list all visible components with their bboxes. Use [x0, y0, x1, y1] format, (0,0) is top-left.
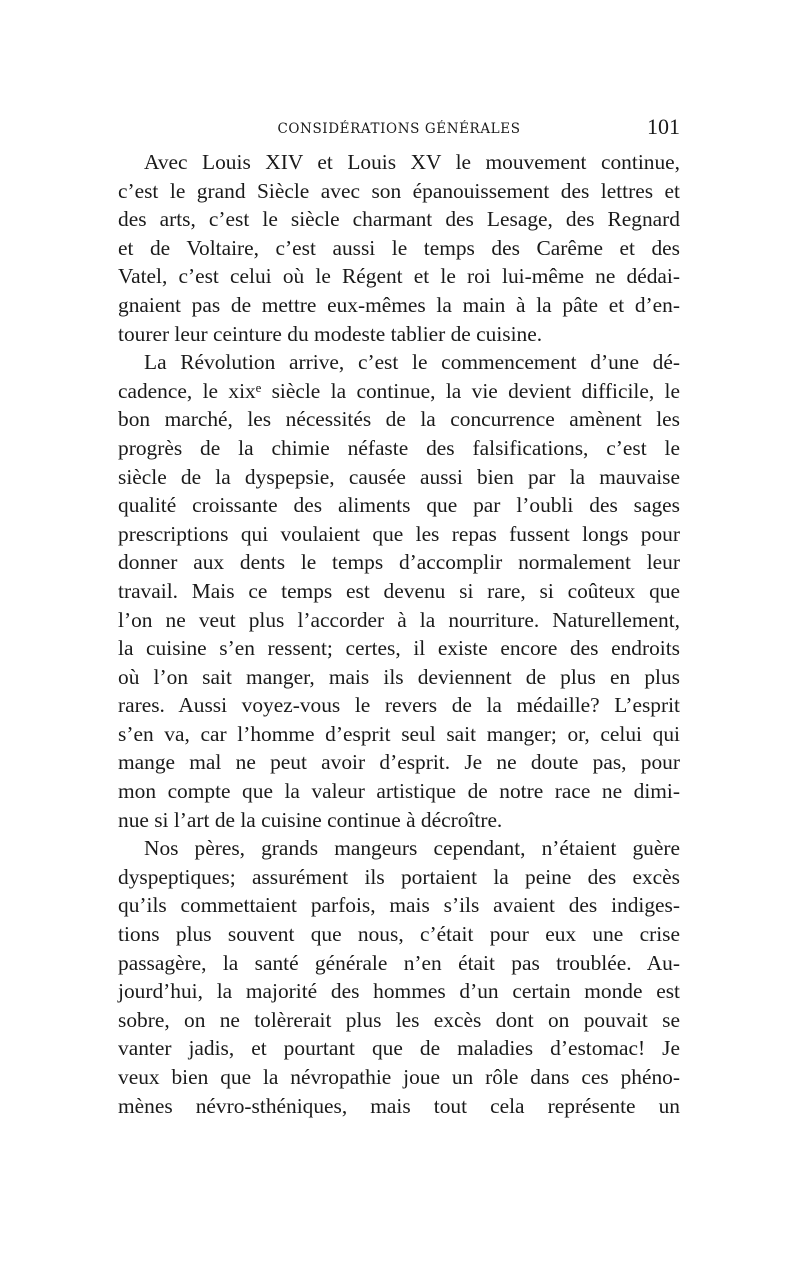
text-line: gnaient pas de mettre eux-mêmes la main à la pâte et d’en- [118, 292, 680, 317]
text-line: travail. Mais ce temps est devenu si rare, si coûteux que [118, 578, 680, 603]
text-line: vanter jadis, et pourtant que de maladies d’estomac! Je [118, 1036, 680, 1061]
text-line: et de Voltaire, c’est aussi le temps des Carême et des [118, 235, 680, 260]
text-line: donner aux dents le temps d’accomplir normalement leur [118, 550, 680, 575]
text-line: bon marché, les nécessités de la concurrence amènent les [118, 407, 680, 432]
text-line: c’est le grand Siècle avec son épanouissement des lettres et [118, 178, 680, 203]
text-line: sobre, on ne tolèrerait plus les excès dont on pouvait se [118, 1007, 680, 1032]
text-line: où l’on sait manger, mais ils deviennent de plus en plus [118, 664, 680, 689]
text-line: l’on ne veut plus l’accorder à la nourriture. Naturellement, [118, 607, 680, 632]
text-line: progrès de la chimie néfaste des falsifications, c’est le [118, 435, 680, 460]
text-line: siècle de la dyspepsie, causée aussi bien par la mauvaise [118, 464, 680, 489]
text-line: tourer leur ceinture du modeste tablier de cuisine. [118, 321, 543, 346]
text-line: rares. Aussi voyez-vous le revers de la médaille? L’esprit [118, 693, 680, 718]
chapter-running-title: CONSIDÉRATIONS GÉNÉRALES [277, 121, 521, 137]
text-line: veux bien que la névropathie joue un rôle dans ces phéno- [118, 1065, 680, 1089]
text-line: s’en va, car l’homme d’esprit seul sait manger; or, celui qui [118, 721, 680, 746]
text-line: passagère, la santé générale n’en était pas troublée. Au- [118, 950, 680, 975]
text-line: mange mal ne peut avoir d’esprit. Je ne doute pas, pour [118, 750, 680, 775]
paragraph [118, 148, 680, 348]
text-line: cadence, le xixᵉ siècle la continue, la vie devient difficile, le [118, 378, 680, 403]
paragraph [118, 348, 680, 834]
text-line: Avec Louis XIV et Louis XV le mouvement continue, [144, 150, 680, 174]
paragraph [118, 834, 680, 1120]
text-line: Vatel, c’est celui où le Régent et le roi lui-même ne dédai- [118, 264, 680, 289]
text-line: mènes névro-sthéniques, mais tout cela représente un [118, 1093, 680, 1118]
text-line: qualité croissante des aliments que par l’oubli des sages [118, 493, 680, 518]
text-line: tions plus souvent que nous, c’était pour eux une crise [118, 922, 680, 947]
text-line: La Révolution arrive, c’est le commencement d’une dé- [144, 350, 680, 375]
text-line: qu’ils commettaient parfois, mais s’ils avaient des indiges- [118, 893, 680, 918]
text-line: mon compte que la valeur artistique de notre race ne dimi- [118, 779, 680, 804]
body-text [118, 148, 680, 1120]
text-line: des arts, c’est le siècle charmant des Lesage, des Regnard [118, 207, 680, 232]
text-line: nue si l’art de la cuisine continue à décroître. [118, 807, 503, 832]
page-number: 101 [647, 114, 680, 139]
text-line: prescriptions qui voulaient que les repas fussent longs pour [118, 521, 680, 546]
running-header [118, 112, 680, 146]
book-page [118, 112, 680, 1120]
text-line: jourd’hui, la majorité des hommes d’un certain monde est [118, 979, 680, 1004]
text-line: dyspeptiques; assurément ils portaient la peine des excès [118, 864, 680, 889]
text-line: la cuisine s’en ressent; certes, il existe encore des endroits [118, 636, 680, 661]
text-line: Nos pères, grands mangeurs cependant, n’étaient guère [144, 836, 680, 861]
